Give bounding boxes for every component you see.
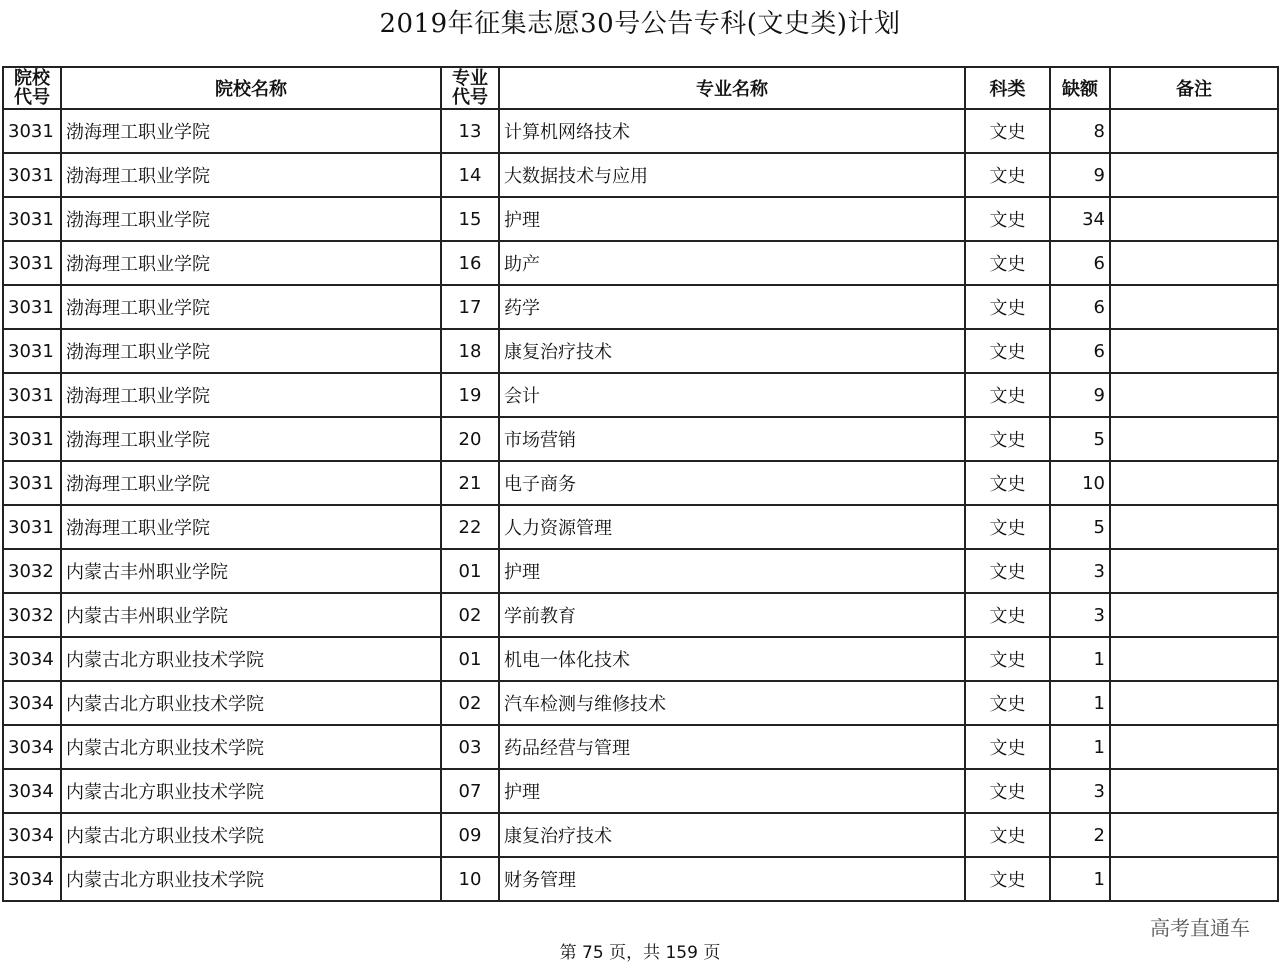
table-row bbox=[3, 285, 1278, 329]
table-row bbox=[3, 241, 1278, 285]
table-row bbox=[3, 505, 1278, 549]
cell-school-name: 内蒙古丰州职业学院 bbox=[61, 549, 441, 593]
cell-quota: 34 bbox=[1050, 197, 1110, 241]
table-row bbox=[3, 461, 1278, 505]
header-category: 科类 bbox=[965, 67, 1050, 109]
cell-major-name: 大数据技术与应用 bbox=[499, 153, 965, 197]
cell-school-code: 3031 bbox=[3, 373, 61, 417]
cell-category: 文史 bbox=[965, 109, 1050, 153]
cell-remark bbox=[1110, 857, 1278, 901]
cell-category: 文史 bbox=[965, 769, 1050, 813]
cell-major-name: 会计 bbox=[499, 373, 965, 417]
table-row bbox=[3, 681, 1278, 725]
cell-school-code: 3031 bbox=[3, 461, 61, 505]
table-row bbox=[3, 549, 1278, 593]
cell-school-code: 3031 bbox=[3, 197, 61, 241]
cell-school-code: 3034 bbox=[3, 813, 61, 857]
header-school-code-line2: 代号 bbox=[14, 87, 50, 108]
cell-quota: 1 bbox=[1050, 725, 1110, 769]
cell-school-code: 3034 bbox=[3, 637, 61, 681]
cell-school-code: 3031 bbox=[3, 153, 61, 197]
cell-major-code: 03 bbox=[441, 725, 499, 769]
cell-school-code: 3031 bbox=[3, 109, 61, 153]
table-row bbox=[3, 417, 1278, 461]
cell-major-code: 21 bbox=[441, 461, 499, 505]
cell-major-name: 药学 bbox=[499, 285, 965, 329]
cell-school-name: 渤海理工职业学院 bbox=[61, 109, 441, 153]
cell-quota: 6 bbox=[1050, 285, 1110, 329]
cell-school-code: 3032 bbox=[3, 593, 61, 637]
cell-remark bbox=[1110, 197, 1278, 241]
cell-major-name: 机电一体化技术 bbox=[499, 637, 965, 681]
cell-school-name: 渤海理工职业学院 bbox=[61, 417, 441, 461]
cell-category: 文史 bbox=[965, 329, 1050, 373]
cell-school-code: 3031 bbox=[3, 285, 61, 329]
cell-school-code: 3034 bbox=[3, 857, 61, 901]
cell-major-name: 市场营销 bbox=[499, 417, 965, 461]
table-row bbox=[3, 637, 1278, 681]
cell-major-code: 19 bbox=[441, 373, 499, 417]
cell-school-name: 内蒙古北方职业技术学院 bbox=[61, 725, 441, 769]
cell-quota: 1 bbox=[1050, 681, 1110, 725]
cell-school-name: 内蒙古北方职业技术学院 bbox=[61, 813, 441, 857]
cell-major-code: 15 bbox=[441, 197, 499, 241]
header-school-name: 院校名称 bbox=[61, 67, 441, 109]
cell-major-code: 01 bbox=[441, 549, 499, 593]
cell-school-code: 3031 bbox=[3, 329, 61, 373]
header-major-code-line2: 代号 bbox=[452, 87, 488, 108]
cell-category: 文史 bbox=[965, 241, 1050, 285]
cell-remark bbox=[1110, 285, 1278, 329]
cell-remark bbox=[1110, 461, 1278, 505]
cell-quota: 10 bbox=[1050, 461, 1110, 505]
cell-major-code: 14 bbox=[441, 153, 499, 197]
watermark: 高考直通车 bbox=[1150, 916, 1250, 940]
cell-major-code: 07 bbox=[441, 769, 499, 813]
cell-school-name: 渤海理工职业学院 bbox=[61, 241, 441, 285]
cell-major-code: 18 bbox=[441, 329, 499, 373]
cell-category: 文史 bbox=[965, 813, 1050, 857]
cell-major-code: 13 bbox=[441, 109, 499, 153]
cell-school-name: 渤海理工职业学院 bbox=[61, 461, 441, 505]
header-school-code-line1: 院校 bbox=[14, 68, 50, 89]
table-row bbox=[3, 769, 1278, 813]
cell-quota: 6 bbox=[1050, 329, 1110, 373]
cell-quota: 1 bbox=[1050, 637, 1110, 681]
cell-remark bbox=[1110, 329, 1278, 373]
cell-school-name: 渤海理工职业学院 bbox=[61, 329, 441, 373]
cell-quota: 3 bbox=[1050, 593, 1110, 637]
cell-category: 文史 bbox=[965, 505, 1050, 549]
cell-school-name: 渤海理工职业学院 bbox=[61, 505, 441, 549]
table-row bbox=[3, 857, 1278, 901]
table-row bbox=[3, 197, 1278, 241]
cell-category: 文史 bbox=[965, 593, 1050, 637]
cell-quota: 9 bbox=[1050, 373, 1110, 417]
cell-school-code: 3034 bbox=[3, 725, 61, 769]
cell-major-name: 计算机网络技术 bbox=[499, 109, 965, 153]
page-title: 2019年征集志愿30号公告专科(文史类)计划 bbox=[379, 9, 901, 39]
cell-school-name: 内蒙古丰州职业学院 bbox=[61, 593, 441, 637]
cell-remark bbox=[1110, 637, 1278, 681]
cell-category: 文史 bbox=[965, 461, 1050, 505]
cell-category: 文史 bbox=[965, 637, 1050, 681]
cell-school-name: 渤海理工职业学院 bbox=[61, 373, 441, 417]
header-quota: 缺额 bbox=[1050, 67, 1110, 109]
header-major-code bbox=[441, 67, 499, 109]
cell-school-code: 3034 bbox=[3, 769, 61, 813]
cell-school-name: 渤海理工职业学院 bbox=[61, 153, 441, 197]
cell-major-name: 护理 bbox=[499, 549, 965, 593]
cell-quota: 6 bbox=[1050, 241, 1110, 285]
cell-major-name: 助产 bbox=[499, 241, 965, 285]
cell-remark bbox=[1110, 109, 1278, 153]
cell-quota: 5 bbox=[1050, 417, 1110, 461]
header-remark: 备注 bbox=[1110, 67, 1278, 109]
cell-major-code: 10 bbox=[441, 857, 499, 901]
cell-category: 文史 bbox=[965, 681, 1050, 725]
header-major-code-line1: 专业 bbox=[452, 68, 488, 89]
cell-major-code: 20 bbox=[441, 417, 499, 461]
table-row bbox=[3, 329, 1278, 373]
cell-major-code: 09 bbox=[441, 813, 499, 857]
cell-major-name: 电子商务 bbox=[499, 461, 965, 505]
cell-category: 文史 bbox=[965, 725, 1050, 769]
cell-major-name: 财务管理 bbox=[499, 857, 965, 901]
page-footer: 第 75 页，共 159 页 bbox=[559, 943, 721, 963]
cell-quota: 1 bbox=[1050, 857, 1110, 901]
table-row bbox=[3, 109, 1278, 153]
cell-school-name: 内蒙古北方职业技术学院 bbox=[61, 637, 441, 681]
cell-school-code: 3031 bbox=[3, 417, 61, 461]
cell-major-code: 17 bbox=[441, 285, 499, 329]
cell-remark bbox=[1110, 681, 1278, 725]
cell-category: 文史 bbox=[965, 153, 1050, 197]
cell-category: 文史 bbox=[965, 285, 1050, 329]
cell-quota: 3 bbox=[1050, 549, 1110, 593]
plan-table bbox=[2, 66, 1279, 902]
cell-category: 文史 bbox=[965, 197, 1050, 241]
cell-major-name: 药品经营与管理 bbox=[499, 725, 965, 769]
cell-major-code: 02 bbox=[441, 681, 499, 725]
cell-school-code: 3032 bbox=[3, 549, 61, 593]
cell-school-name: 内蒙古北方职业技术学院 bbox=[61, 681, 441, 725]
header-row bbox=[3, 67, 1278, 109]
cell-school-name: 渤海理工职业学院 bbox=[61, 285, 441, 329]
cell-remark bbox=[1110, 505, 1278, 549]
cell-remark bbox=[1110, 725, 1278, 769]
cell-category: 文史 bbox=[965, 549, 1050, 593]
cell-major-code: 22 bbox=[441, 505, 499, 549]
cell-remark bbox=[1110, 813, 1278, 857]
cell-major-name: 护理 bbox=[499, 769, 965, 813]
cell-school-code: 3034 bbox=[3, 681, 61, 725]
table-body bbox=[3, 109, 1278, 901]
cell-quota: 5 bbox=[1050, 505, 1110, 549]
cell-remark bbox=[1110, 241, 1278, 285]
header-school-code bbox=[3, 67, 61, 109]
table-row bbox=[3, 373, 1278, 417]
cell-major-code: 16 bbox=[441, 241, 499, 285]
cell-major-name: 学前教育 bbox=[499, 593, 965, 637]
table-row bbox=[3, 153, 1278, 197]
cell-remark bbox=[1110, 593, 1278, 637]
cell-quota: 3 bbox=[1050, 769, 1110, 813]
cell-major-name: 人力资源管理 bbox=[499, 505, 965, 549]
cell-school-name: 内蒙古北方职业技术学院 bbox=[61, 769, 441, 813]
cell-major-code: 02 bbox=[441, 593, 499, 637]
cell-remark bbox=[1110, 417, 1278, 461]
cell-school-name: 内蒙古北方职业技术学院 bbox=[61, 857, 441, 901]
table-row bbox=[3, 813, 1278, 857]
cell-school-code: 3031 bbox=[3, 505, 61, 549]
cell-remark bbox=[1110, 153, 1278, 197]
cell-quota: 2 bbox=[1050, 813, 1110, 857]
cell-major-name: 康复治疗技术 bbox=[499, 329, 965, 373]
cell-major-code: 01 bbox=[441, 637, 499, 681]
cell-school-code: 3031 bbox=[3, 241, 61, 285]
cell-category: 文史 bbox=[965, 857, 1050, 901]
cell-remark bbox=[1110, 373, 1278, 417]
table-row bbox=[3, 725, 1278, 769]
cell-quota: 9 bbox=[1050, 153, 1110, 197]
cell-major-name: 康复治疗技术 bbox=[499, 813, 965, 857]
cell-quota: 8 bbox=[1050, 109, 1110, 153]
cell-category: 文史 bbox=[965, 417, 1050, 461]
cell-major-name: 护理 bbox=[499, 197, 965, 241]
cell-remark bbox=[1110, 549, 1278, 593]
cell-category: 文史 bbox=[965, 373, 1050, 417]
cell-major-name: 汽车检测与维修技术 bbox=[499, 681, 965, 725]
cell-remark bbox=[1110, 769, 1278, 813]
header-major-name: 专业名称 bbox=[499, 67, 965, 109]
cell-school-name: 渤海理工职业学院 bbox=[61, 197, 441, 241]
table-row bbox=[3, 593, 1278, 637]
